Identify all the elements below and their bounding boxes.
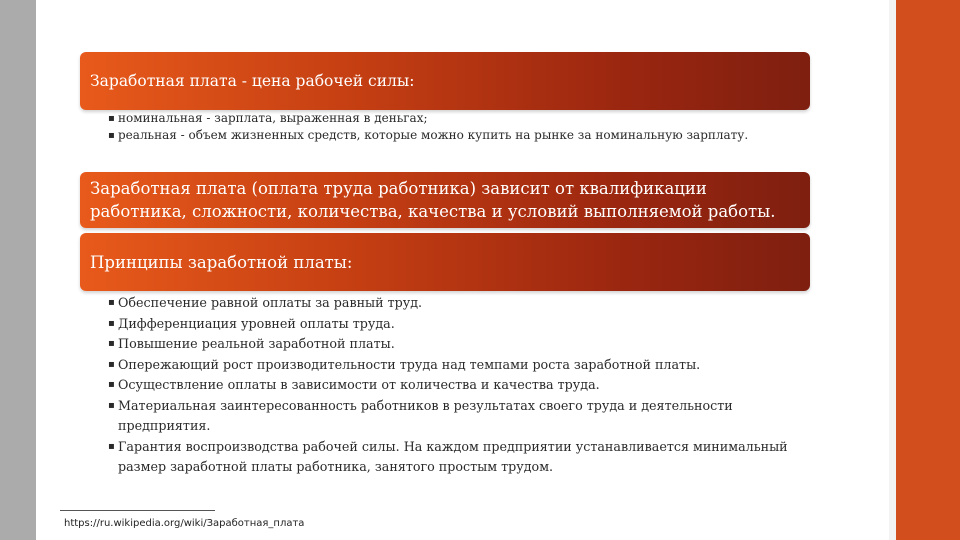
heading-banner-wage-definition xyxy=(80,52,810,110)
bullet-icon: ▪ xyxy=(108,297,115,308)
list-item xyxy=(108,375,808,396)
list-item-text: Гарантия воспроизводства рабочей силы. На каждом предприятии устанавливается минимальный размер заработной платы работника, занятого простым трудом. xyxy=(118,438,788,474)
list-item xyxy=(108,437,808,478)
list-item xyxy=(108,355,808,376)
footnote-divider xyxy=(60,510,215,511)
bullet-icon: ▪ xyxy=(108,130,115,141)
heading-line: работника, сложности, количества, качества и условий выполняемой работы. xyxy=(90,202,776,221)
wage-types-list xyxy=(108,110,808,144)
right-side-bar xyxy=(889,0,960,540)
list-item-text: Осуществление оплаты в зависимости от количества и качества труда. xyxy=(118,377,600,392)
list-item xyxy=(108,334,808,355)
list-item-text: Материальная заинтересованность работников в результатах своего труда и деятельности предприятия. xyxy=(118,397,733,433)
heading-wage-definition: Заработная плата - цена рабочей силы: xyxy=(90,72,415,90)
heading-line: Заработная плата (оплата труда работника) зависит от квалификации xyxy=(90,179,707,198)
list-item-text: Дифференциация уровней оплаты труда. xyxy=(118,315,395,331)
bullet-icon: ▪ xyxy=(108,379,115,390)
bullet-icon: ▪ xyxy=(108,399,115,411)
bullet-icon: ▪ xyxy=(108,317,115,329)
bullet-icon: ▪ xyxy=(108,338,115,349)
list-item-text: Обеспечение равной оплаты за равный труд. xyxy=(118,295,423,310)
right-bar-strip xyxy=(889,0,896,540)
footnote-link[interactable]: https://ru.wikipedia.org/wiki/Заработная_плата xyxy=(64,518,305,529)
bullet-icon: ▪ xyxy=(108,113,115,124)
bullet-icon: ▪ xyxy=(108,358,115,370)
list-item xyxy=(108,396,808,437)
list-item-text: Опережающий рост производительности труда над темпами роста заработной платы. xyxy=(118,356,701,372)
list-item-text: номинальная - зарплата, выраженная в деньгах; xyxy=(118,111,428,125)
list-item-text: реальная - объем жизненных средств, которые можно купить на рынке за номинальную зарплату. xyxy=(118,128,749,142)
wage-principles-list xyxy=(108,293,808,478)
list-item xyxy=(108,127,808,144)
heading-banner-wage-factors xyxy=(80,172,810,228)
list-item-text: Повышение реальной заработной платы. xyxy=(118,336,395,351)
list-item xyxy=(108,293,808,314)
heading-banner-wage-principles xyxy=(80,233,810,291)
heading-wage-principles: Принципы заработной платы: xyxy=(90,252,353,272)
left-side-bar xyxy=(0,0,36,540)
list-item xyxy=(108,314,808,335)
heading-wage-factors xyxy=(90,177,776,223)
bullet-icon: ▪ xyxy=(108,440,115,452)
list-item xyxy=(108,110,808,127)
